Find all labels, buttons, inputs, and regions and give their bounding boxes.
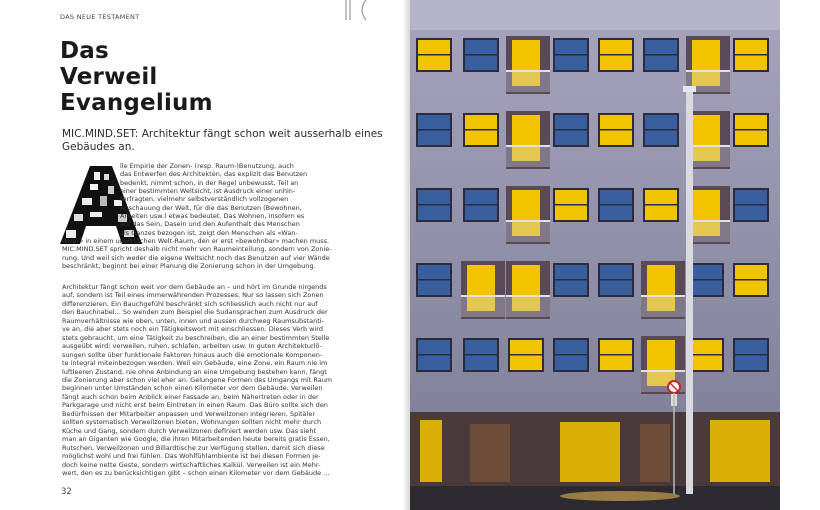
window-mullion bbox=[735, 204, 767, 206]
window-mullion bbox=[555, 129, 587, 131]
balcony-railing bbox=[641, 370, 685, 372]
window-mullion bbox=[600, 54, 632, 56]
intro-line: Anschauung der Welt, für die das Benutzen (Bewohnen, bbox=[120, 203, 302, 212]
balcony-railing bbox=[506, 295, 550, 297]
window-mullion bbox=[555, 354, 587, 356]
body-line: den Bauchnabel... So wenden zum Beispiel die Sudansprachen zum Ausdruck der bbox=[62, 308, 328, 317]
body-line: Rutschen, Verweilzonen und Billardtische zur Verfügung stellen, damit sich diese bbox=[62, 443, 325, 452]
shopfront-window bbox=[560, 422, 620, 482]
window-mullion bbox=[418, 204, 450, 206]
window-mullion bbox=[418, 129, 450, 131]
window-mullion bbox=[418, 354, 450, 356]
window-mullion bbox=[645, 129, 677, 131]
window-mullion bbox=[645, 204, 677, 206]
body-line: auf, sondern ist Teil eines immerwährenden Prozesses. Nur so lassen sich Zonen bbox=[62, 291, 324, 300]
window-mullion bbox=[555, 204, 587, 206]
shopfront-window bbox=[640, 424, 670, 482]
window-mullion bbox=[555, 279, 587, 281]
window-mullion bbox=[465, 129, 497, 131]
section-label: DAS NEUE TESTAMENT bbox=[60, 13, 140, 21]
window-mullion bbox=[690, 354, 722, 356]
decorative-lines bbox=[344, 0, 384, 22]
window-mullion bbox=[418, 279, 450, 281]
page-number: 32 bbox=[61, 487, 72, 497]
balcony-railing bbox=[506, 220, 550, 222]
street-light-reflection bbox=[560, 491, 680, 501]
window-mullion bbox=[418, 54, 450, 56]
intro-line: rung. Und weil sich weder die eigene Weltsicht noch das Benutzen auf vier Wände bbox=[62, 253, 330, 262]
balcony-railing bbox=[506, 145, 550, 147]
body-line: Raumverhältnisse wie oben, unten, innen und aussen durchweg Raumsubstanti- bbox=[62, 316, 324, 325]
body-line: Parkgarage und nicht erst beim Eintreten in einen Raum. Das Büro sollte sich den bbox=[62, 401, 328, 410]
body-line: fängt auch schon beim Anblick einer Fassade an, beim Nähertreten oder in der bbox=[62, 392, 319, 401]
body-line: die Zonierung aber schon viel eher an. Gelungene Formen des Umgangs mit Raum bbox=[62, 375, 333, 384]
body-line: möglichst wohl und frei fühlen. Das Wohlfühlambiente ist bei diesen Formen je- bbox=[62, 452, 321, 461]
window-mullion bbox=[645, 54, 677, 56]
shopfront-window bbox=[710, 420, 770, 482]
window-mullion bbox=[735, 54, 767, 56]
window-mullion bbox=[510, 354, 542, 356]
body-line: Architektur fängt schon weit vor dem Gebäude an – und hört im Grunde nirgends bbox=[62, 283, 327, 291]
body-line: doch keine nette Geste, sondern wirtschaftliches Kalkül. Verweilen ist ein Mehr- bbox=[62, 460, 321, 469]
window-mullion bbox=[690, 279, 722, 281]
body-line: sollten systematisch Verweilzonen bieten, Wohnungen sollten nicht mehr durch bbox=[62, 418, 322, 427]
body-line: sungen sollte über funktionale Faktoren hinaus auch die emotionale Komponen- bbox=[62, 350, 323, 359]
window-mullion bbox=[555, 54, 587, 56]
intro-line: MIC.MIND.SET spricht deshalb nicht mehr von Raumeinteilung, sondern von Zonie- bbox=[62, 245, 332, 254]
body-line: Bedürfnissen der Mitarbeiter anpassen und Verweilzonen integrieren, Spitäler bbox=[62, 409, 316, 418]
body-line: beginnen unter Umständen schon einen Kilometer vor dem Gebäude. Verweilen bbox=[62, 384, 323, 393]
intro-line: bedenkt, nimmt schon, in der Regel unbewusst, Teil an bbox=[120, 178, 299, 187]
body-line: ausgeübt wird: verweilen, ruhen, schlafen, arbeiten usw. In guten Architekturlö- bbox=[62, 342, 322, 351]
lead-paragraph: MIC.MIND.SET: Architektur fängt schon weit ausserhalb eines Gebäudes an. bbox=[62, 128, 383, 153]
street-lamp-head bbox=[683, 86, 696, 92]
balcony-railing bbox=[641, 295, 685, 297]
window-mullion bbox=[735, 354, 767, 356]
window-mullion bbox=[600, 354, 632, 356]
intro-line: einer bestimmten Weltsicht, ist Ausdruck einer unhin- bbox=[120, 187, 296, 196]
shopfront-window bbox=[470, 424, 510, 482]
body-line: ve an, die aber stets noch ein Tätigkeitswort mit einschliessen. Dieses Verb wird bbox=[62, 325, 323, 334]
balcony-railing bbox=[506, 70, 550, 72]
body-line: Küche und Gang, sondern durch Verweilzonen definiert werden usw. Das sieht bbox=[62, 426, 317, 435]
street-lamp-pole bbox=[686, 90, 693, 494]
facade-top bbox=[410, 0, 780, 30]
balcony-railing bbox=[461, 295, 505, 297]
title-line-2: Verweil bbox=[60, 64, 158, 90]
intro-line: als Ganzes bezogen ist, zeigt den Menschen als «Wan- bbox=[120, 228, 298, 237]
body-line: differenzieren. Ein Bauchgefühl beschränkt sich schliesslich auch nicht nur auf bbox=[62, 299, 318, 308]
window-mullion bbox=[600, 129, 632, 131]
window-mullion bbox=[735, 279, 767, 281]
intro-line: derer» in einem unwirtlichen Welt-Raum, den er erst «bewohnbar» machen muss. bbox=[62, 237, 330, 246]
left-page bbox=[0, 0, 404, 510]
balcony-glass bbox=[461, 297, 505, 317]
balcony-glass bbox=[506, 72, 550, 92]
body-paragraph bbox=[62, 283, 362, 477]
balcony-glass bbox=[506, 297, 550, 317]
body-line: stets gebraucht, um eine Tätigkeit zu beschreiben, die an einer bestimmten Stelle bbox=[62, 333, 330, 342]
intro-line: terfragten, vielmehr selbstverständlich vollzogenen bbox=[120, 195, 289, 204]
body-line: wert, den es zu berücksichtigen gibt – schon einen Kilometer vor dem Gebäude ... bbox=[62, 468, 330, 477]
intro-paragraph bbox=[62, 162, 362, 270]
window-mullion bbox=[465, 54, 497, 56]
intro-line: auf das Sein, Dasein und den Aufenthalt des Menschen bbox=[120, 220, 300, 229]
body-line: man an Giganten wie Google, die ihren Mitarbeitenden heute bereits gratis Essen, bbox=[62, 435, 330, 444]
intro-line: das Entwerfen des Architekten, das explizit das Benutzen bbox=[120, 170, 308, 179]
balcony-glass bbox=[641, 297, 685, 317]
window-mullion bbox=[600, 204, 632, 206]
intro-line: beschränkt, beginnt bei einer Planung die Zonierung schon in der Umgebung. bbox=[62, 262, 316, 271]
window-mullion bbox=[600, 279, 632, 281]
balcony-glass bbox=[506, 222, 550, 242]
window-mullion bbox=[465, 354, 497, 356]
intro-line: lle Empirie der Zonen- (resp. Raum-)Benutzung, auch bbox=[120, 162, 294, 170]
article-title bbox=[60, 38, 213, 116]
body-line: te integral miteinbezogen werden. Weil ein Gebäude, eine Zone, ein Raum nie im bbox=[62, 359, 328, 368]
intro-line: Arbeiten usw.) etwas bedeutet. Das Wohnen, insofern es bbox=[120, 212, 305, 221]
shopfront-window bbox=[420, 420, 442, 482]
title-line-1: Das bbox=[60, 38, 109, 64]
title-line-3: Evangelium bbox=[60, 90, 213, 116]
balcony-glass bbox=[506, 147, 550, 167]
building-facade-photo bbox=[410, 0, 780, 510]
body-line: luftleeren Zustand, nie ohne Anbindung an eine Umgebung bestehen kann, fängt bbox=[62, 367, 327, 376]
window-mullion bbox=[735, 129, 767, 131]
window-mullion bbox=[465, 204, 497, 206]
balcony-railing bbox=[686, 70, 730, 72]
